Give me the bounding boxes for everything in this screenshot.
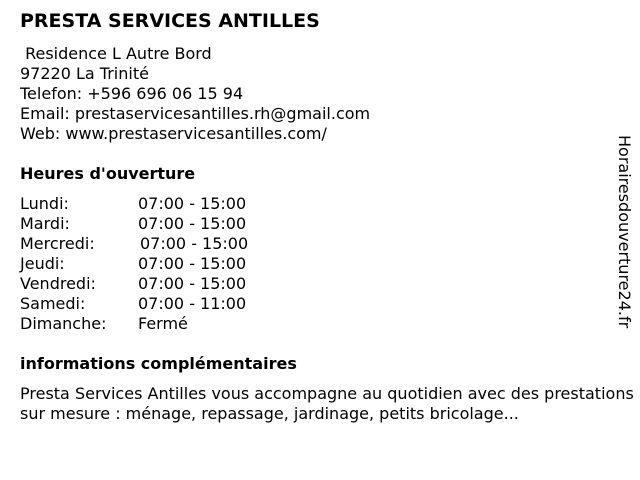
hours-day: Dimanche:	[20, 314, 107, 333]
hours-row	[20, 214, 248, 234]
hours-day: Lundi:	[20, 194, 69, 213]
hours-day: Vendredi:	[20, 274, 96, 293]
hours-time: Fermé	[138, 314, 188, 333]
hours-row	[20, 314, 248, 334]
site-watermark: Horairesdouverture24.fr	[615, 135, 634, 329]
hours-day: Mercredi:	[20, 234, 95, 253]
hours-time: 07:00 - 15:00	[138, 274, 247, 293]
business-name: PRESTA SERVICES ANTILLES	[20, 10, 320, 32]
hours-row	[20, 254, 248, 274]
hours-table	[20, 194, 248, 334]
hours-row	[20, 274, 248, 294]
hours-time: 07:00 - 15:00	[138, 254, 247, 273]
hours-time: 07:00 - 15:00	[140, 234, 249, 253]
email-text: Email: prestaservicesantilles.rh@gmail.com	[20, 104, 371, 123]
hours-day: Mardi:	[20, 214, 70, 233]
hours-row	[20, 194, 248, 214]
hours-row	[20, 294, 248, 314]
hours-time: 07:00 - 15:00	[138, 194, 247, 213]
address-city: 97220 La Trinité	[20, 64, 149, 83]
hours-time: 07:00 - 15:00	[138, 214, 247, 233]
hours-day: Samedi:	[20, 294, 86, 313]
info-heading: informations complémentaires	[20, 354, 297, 373]
info-description: Presta Services Antilles vous accompagne au quotidien avec des prestations sur mesure : ménage, repassage, jardinage, petits bricolage...	[20, 384, 634, 423]
hours-heading: Heures d'ouverture	[20, 164, 196, 183]
address-street: Residence L Autre Bord	[20, 44, 212, 63]
hours-time: 07:00 - 11:00	[138, 294, 247, 313]
web-text: Web: www.prestaservicesantilles.com/	[20, 124, 327, 143]
phone-text: Telefon: +596 696 06 15 94	[20, 84, 244, 103]
contact-block	[20, 44, 370, 144]
hours-day: Jeudi:	[20, 254, 65, 273]
hours-row	[20, 234, 248, 254]
